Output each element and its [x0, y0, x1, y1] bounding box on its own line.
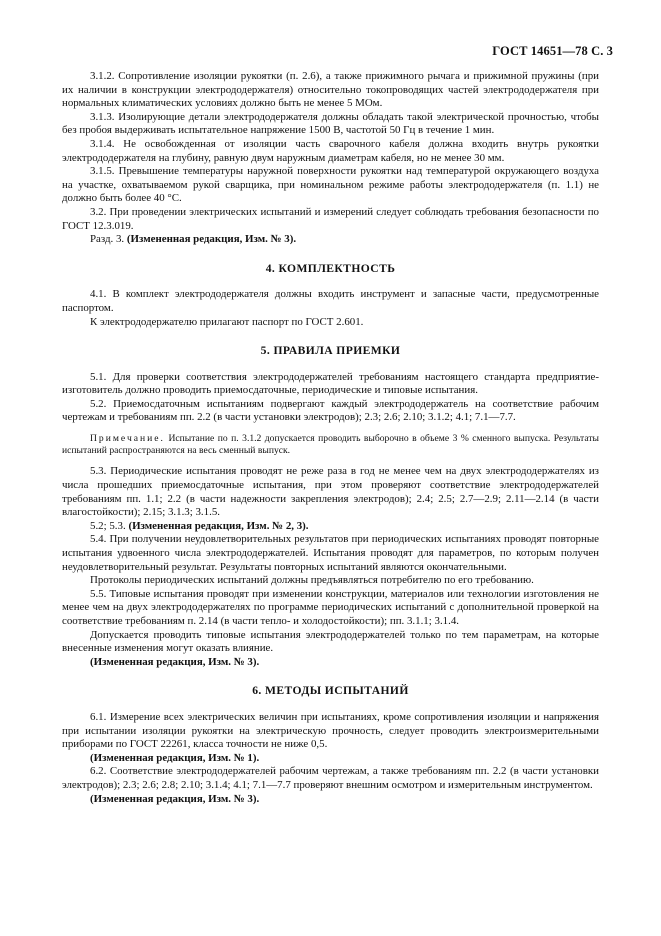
section-title-4: 4. КОМПЛЕКТНОСТЬ — [265, 261, 396, 275]
paragraph-3-1-4: 3.1.4. Не освобожденная от изоляции часть сварочного кабеля должна входить внутрь рукоятки электрододержателя на глубину, равную двум наружным диаметрам кабеля, но не менее 30 мм. — [62, 137, 599, 164]
paragraph-4-1: 4.1. В комплект электрододержателя должны входить инструмент и запасные части, предусмотренные паспортом. — [62, 288, 599, 314]
page-header: ГОСТ 14651—78 С. 3 — [492, 44, 613, 58]
paragraph-5-4: 5.4. При получении неудовлетворительных результатов при периодических испытаниях проводят повторные испытания удвоенного числа электрододержателей. Испытания проводят для параметров, по которым получен неудовлетворительный результат. Результаты повторных испытаний являются окончательными. — [62, 533, 599, 573]
paragraph-allowed: Допускается проводить типовые испытания электрододержателей только по тем параметрам, на которые внесенные изменения могут оказать влияние. — [62, 628, 599, 655]
paragraph-5-1: 5.1. Для проверки соответствия электрододержателей требованиям настоящего стандарта предприятие-изготовитель должно проводить приемосдаточные, периодические и типовые испытания. — [62, 370, 599, 397]
revision-note-section-3 — [62, 233, 599, 247]
paragraph-3-2: 3.2. При проведении электрических испытаний и измерений следует соблюдать требования безопасности по ГОСТ 12.3.019. — [62, 205, 599, 232]
paragraph-6-2: 6.2. Соответствие электрододержателей рабочим чертежам, а также требованиям пп. 2.2 (в части установки электродов); 2.3; 2.6; 2.8; 2.10; 3.1.4; 4.1; 7.1—7.7 проверяют внешним осмотром и измерительным инструментом. — [62, 765, 599, 791]
paragraph-3-1-2: 3.1.2. Сопротивление изоляции рукоятки (п. 2.6), а также прижимного рычага и прижимной пружины (при их наличии в конструкции электрододержателя) относительно токопроводящих частей электрододержателя при нормальных климатических условиях должно быть не менее 5 МОм. — [62, 70, 599, 110]
revision-label: (Измененная редакция, Изм. № 3). — [90, 655, 260, 668]
revision-note-5-2-5-3 — [62, 520, 599, 534]
revision-prefix: 5.2; 5.3. — [90, 519, 126, 532]
paragraph-5-3: 5.3. Периодические испытания проводят не реже раза в год не менее чем на двух электрододержателях из числа прошедших приемосдаточные испытания, при этом проверяют соответствие электрододержателей требованиям пп. 1.1; 2.2 (в части надежности закрепления электродов); 2.4; 2.5; 2.7—2.9; 2.11—2.14 (в части влагостойкости); 2.15; 3.1.3; 3.1.5. — [62, 465, 599, 519]
paragraph-3-1-3: 3.1.3. Изолирующие детали электрододержателя должны обладать такой электрической прочностью, чтобы без пробоя выдерживать испытательное напряжение 1500 В, частотой 50 Гц в течение 1 мин. — [62, 110, 599, 137]
paragraph-5-5: 5.5. Типовые испытания проводят при изменении конструкции, материалов или технологии изготовления не менее чем на двух электрододержателях по программе периодических испытаний с дополнительной проверкой на соответствие требованиям п. 2.14 (в части тепло- и холодостойкости); пп. 3.1.1; 3.1.4. — [62, 587, 599, 627]
revision-label: (Измененная редакция, Изм. № 2, 3). — [128, 519, 309, 532]
note-label: Примечание. — [90, 433, 165, 445]
paragraph-protocols: Протоколы периодических испытаний должны предъявляться потребителю по его требованию. — [90, 574, 534, 587]
note — [62, 433, 599, 457]
revision-label: (Измененная редакция, Изм. № 3). — [90, 792, 260, 805]
section-title-5: 5. ПРАВИЛА ПРИЕМКИ — [260, 344, 401, 358]
note-text: Испытание по п. 3.1.2 допускается проводить выборочно в объеме 3 % сменного выпуска. Результаты испытаний распространяются на весь сменный выпуск. — [62, 433, 599, 457]
document-body — [62, 70, 599, 806]
paragraph-3-1-5: 3.1.5. Превышение температуры наружной поверхности рукоятки над температурой окружающего воздуха на участке, охватываемом рукой сварщика, при номинальном режиме работы электрододержателя (п. 1.1) не должно быть более 40 °С. — [62, 165, 599, 205]
revision-note-6-2 — [62, 793, 599, 807]
paragraph-6-1: 6.1. Измерение всех электрических величин при испытаниях, кроме сопротивления изоляции и напряжения при испытании изоляции рукоятки на электрическую прочность, следует проводить электроизмерительными приборами по ГОСТ 22261, класса точности не ниже 0,5. — [62, 710, 599, 751]
revision-note-section-5 — [62, 656, 599, 670]
section-title-6: 6. МЕТОДЫ ИСПЫТАНИЙ — [252, 684, 409, 698]
paragraph-passport: К электрододержателю прилагают паспорт по ГОСТ 2.601. — [90, 315, 364, 328]
revision-label: (Измененная редакция, Изм. № 3). — [126, 233, 297, 246]
revision-note-6-1 — [62, 752, 599, 766]
paragraph-5-2: 5.2. Приемосдаточным испытаниям подвергают каждый электрододержатель на соответствие рабочим чертежам и требованиям пп. 2.2 (в части установки электродов); 2.3; 2.6; 2.10; 3.1.2; 4.1; 7.1—7.7. — [62, 397, 599, 424]
revision-prefix: Разд. 3. — [90, 233, 125, 246]
revision-label: (Измененная редакция, Изм. № 1). — [90, 751, 260, 764]
